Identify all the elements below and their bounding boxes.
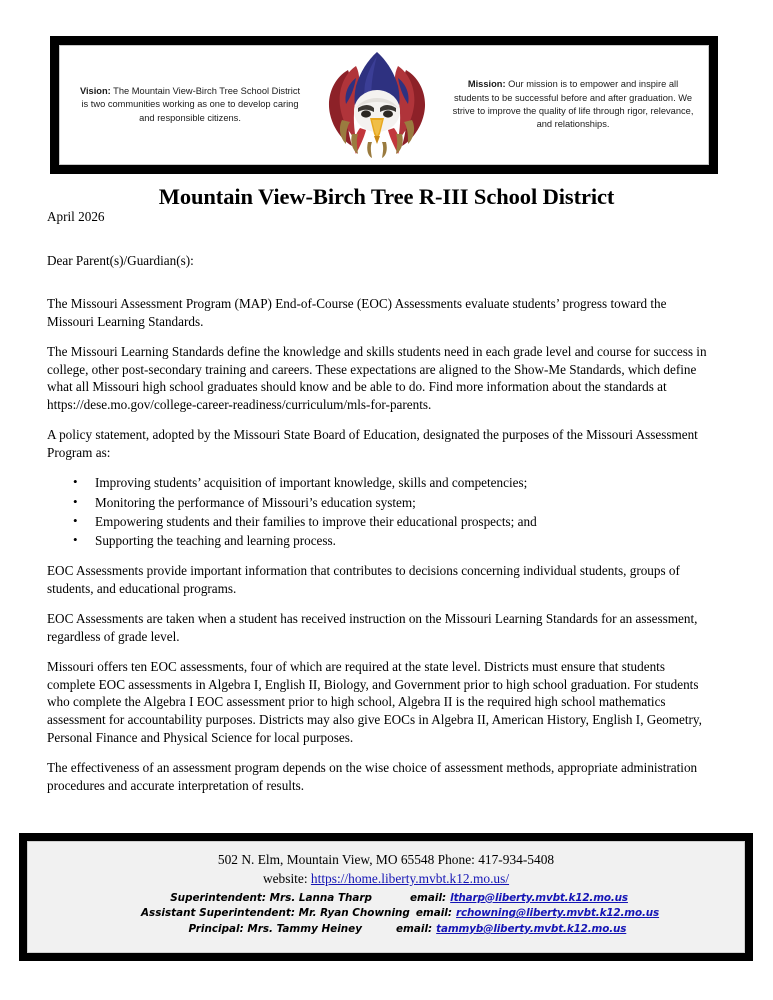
- eagle-mascot-logo: [313, 46, 441, 164]
- principal-title: Principal: Mrs. Tammy Heiney: [188, 922, 362, 935]
- staff-row-principal: [28, 922, 744, 938]
- assistant-superintendent-title: Assistant Superintendent: Mr. Ryan Chowning: [141, 907, 410, 920]
- vision-label: Vision:: [79, 85, 111, 96]
- staff-row-superintendent: [28, 891, 744, 907]
- email-link[interactable]: rchowning@liberty.mvbt.k12.mo.us: [456, 907, 660, 920]
- email-label: email:: [415, 907, 453, 920]
- website-label: website:: [262, 870, 308, 886]
- paragraph-3: A policy statement, adopted by the Missouri State Board of Education, designated the purposes of the Missouri Assessment Program as:: [47, 427, 698, 460]
- letter-body: [47, 208, 707, 807]
- footer-address: 502 N. Elm, Mountain View, MO 65548 Phone: 417-934-5408: [217, 852, 555, 867]
- paragraph-5: EOC Assessments are taken when a student has received instruction on the Missouri Learning Standards for an assessment, regardless of grade level.: [47, 611, 698, 644]
- paragraph-2: The Missouri Learning Standards define the knowledge and skills students need in each grade level and course for success in college, other post-secondary training and careers. These expectations are aligned to the Show-Me Standards, which define what all Missouri high school graduates should know and be able to do. Find more information about the standards at https://dese.mo.gov/college-career-readiness/curriculum/mls-for-parents.: [47, 344, 707, 412]
- principal-email-block: [368, 922, 698, 938]
- paragraph-6: Missouri offers ten EOC assessments, four of which are required at the state level. Districts must ensure that students complete EOC assessments in Algebra I, English II, Biology, and Government prior to high school graduation. For students who complete the Algebra I EOC assessment prior to high school, Algebra II is the required high school mathematics assessment for accountability purposes. Districts may also give EOCs in Algebra II, American History, English I, Geometry, Personal Finance and Physical Science for local purposes.: [47, 659, 702, 745]
- list-item: • Monitoring the performance of Missouri’s education system;: [47, 494, 707, 512]
- footer-website-line: [28, 870, 744, 889]
- list-item: • Improving students’ acquisition of important knowledge, skills and competencies;: [47, 474, 707, 492]
- list-item: • Supporting the teaching and learning process.: [47, 532, 707, 550]
- paragraph-4: EOC Assessments provide important information that contributes to decisions concerning individual students, groups of students, and educational programs.: [47, 563, 680, 596]
- mission-text: Our mission is to empower and inspire all students to be successful before and after graduation. We strive to improve the quality of life through rigor, relevance, and relationships.: [452, 79, 694, 130]
- email-link[interactable]: ltharp@liberty.mvbt.k12.mo.us: [450, 891, 628, 904]
- footer-banner: [19, 833, 753, 961]
- list-item: • Empowering students and their families to improve their educational prospects; and: [47, 513, 707, 531]
- vision-statement: [66, 85, 304, 125]
- superintendent-title: Superintendent: Mrs. Lanna Tharp: [170, 891, 372, 904]
- staff-row-assistant-superintendent: [28, 906, 744, 922]
- header-banner: [50, 36, 718, 174]
- letter-date: April 2026: [47, 209, 105, 224]
- vision-text: The Mountain View-Birch Tree School District is two communities working as one to develop caring and responsible citizens.: [81, 85, 301, 123]
- website-link[interactable]: https://home.liberty.mvbt.k12.mo.us/: [310, 870, 510, 886]
- assistant-superintendent-email-block: [416, 906, 744, 922]
- mission-label: Mission:: [467, 79, 506, 90]
- page-title: Mountain View-Birch Tree R-III School District: [158, 184, 615, 209]
- email-label: email:: [410, 891, 447, 904]
- superintendent-email-block: [378, 891, 708, 907]
- paragraph-7: The effectiveness of an assessment program depends on the wise choice of assessment methods, appropriate administration procedures and accurate interpretation of results.: [47, 760, 698, 793]
- mission-statement: [450, 78, 702, 132]
- email-link[interactable]: tammyb@liberty.mvbt.k12.mo.us: [436, 922, 627, 935]
- spacer: [47, 282, 707, 295]
- purposes-list: [47, 474, 707, 549]
- header-banner-inner: [59, 45, 709, 165]
- footer-banner-inner: [27, 841, 745, 953]
- eagle-mascot-icon: [316, 48, 438, 162]
- spacer: [47, 239, 707, 252]
- paragraph-1: The Missouri Assessment Program (MAP) End-of-Course (EOC) Assessments evaluate students’ progress toward the Missouri Learning Standards.: [47, 296, 667, 329]
- email-label: email:: [396, 922, 433, 935]
- salutation: Dear Parent(s)/Guardian(s):: [47, 252, 194, 268]
